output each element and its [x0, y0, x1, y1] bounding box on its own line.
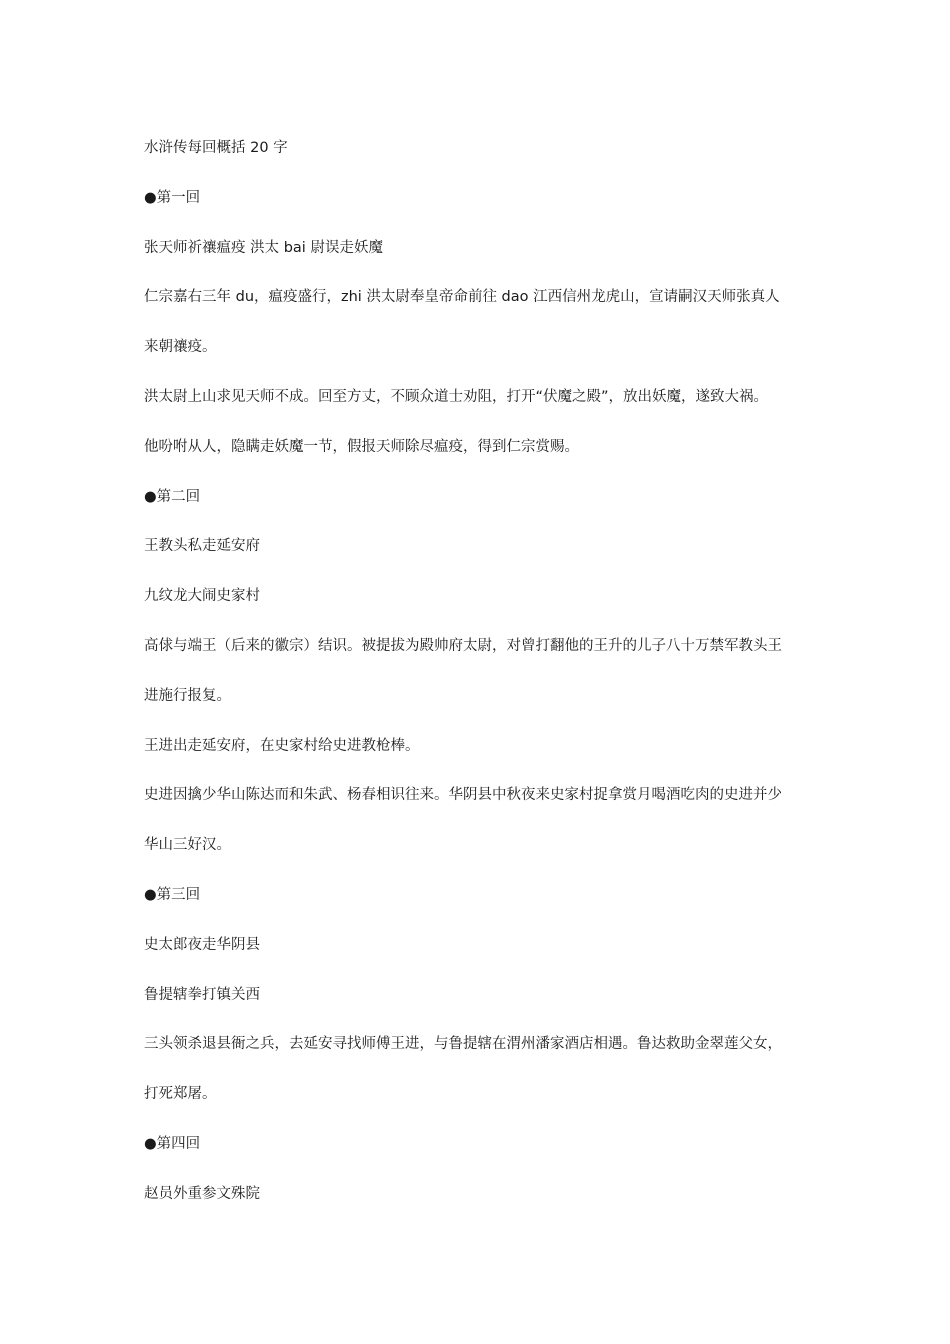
- chapter-heading-2: ●第二回: [144, 488, 201, 505]
- chapter-heading-4: ●第四回: [144, 1135, 201, 1152]
- paragraph-line: 华山三好汉。: [144, 837, 231, 854]
- paragraph-line: 洪太尉上山求见天师不成。回至方丈，不顾众道士劝阻，打开“伏魔之殿”，放出妖魔，遂致大祸。: [144, 388, 769, 405]
- chapter-3-title-b: 鲁提辖拳打镇关西: [144, 986, 260, 1003]
- paragraph-line: 高俅与端王（后来的徽宗）结识。被提拔为殿帅府太尉，对曾打翻他的王升的儿子八十万禁军教头王: [144, 637, 782, 654]
- document-title: 水浒传每回概括 20 字: [144, 140, 288, 156]
- paragraph-line: 王进出走延安府，在史家村给史进教枪棒。: [144, 737, 420, 754]
- paragraph-line: 史进因擒少华山陈达而和朱武、杨春相识往来。华阴县中秋夜来史家村捉拿赏月喝酒吃肉的史进并少: [144, 787, 782, 804]
- chapter-heading-3: ●第三回: [144, 886, 201, 903]
- paragraph-line: 来朝禳疫。: [144, 339, 217, 356]
- paragraph-line: 打死郑屠。: [144, 1086, 217, 1103]
- chapter-2-title-a: 王教头私走延安府: [144, 538, 260, 555]
- chapter-2-title-b: 九纹龙大闹史家村: [144, 588, 260, 605]
- paragraph-line: 他吩咐从人，隐瞒走妖魔一节，假报天师除尽瘟疫，得到仁宗赏赐。: [144, 438, 579, 455]
- chapter-heading-1: ●第一回: [144, 189, 201, 206]
- chapter-4-title: 赵员外重参文殊院: [144, 1185, 260, 1202]
- chapter-3-title-a: 史太郎夜走华阴县: [144, 936, 260, 953]
- chapter-1-title: 张天师祈禳瘟疫 洪太 bai 尉误走妖魔: [144, 239, 383, 256]
- document-body: [144, 124, 812, 1220]
- paragraph-line: 仁宗嘉右三年 du，瘟疫盛行，zhi 洪太尉奉皇帝命前往 dao 江西信州龙虎山，宣请嗣汉天师张真人: [144, 289, 780, 306]
- paragraph-line: 进施行报复。: [144, 687, 231, 704]
- paragraph-line: 三头领杀退县衙之兵，去延安寻找师傅王进，与鲁提辖在渭州潘家酒店相遇。鲁达救助金翠莲父女，: [144, 1036, 782, 1053]
